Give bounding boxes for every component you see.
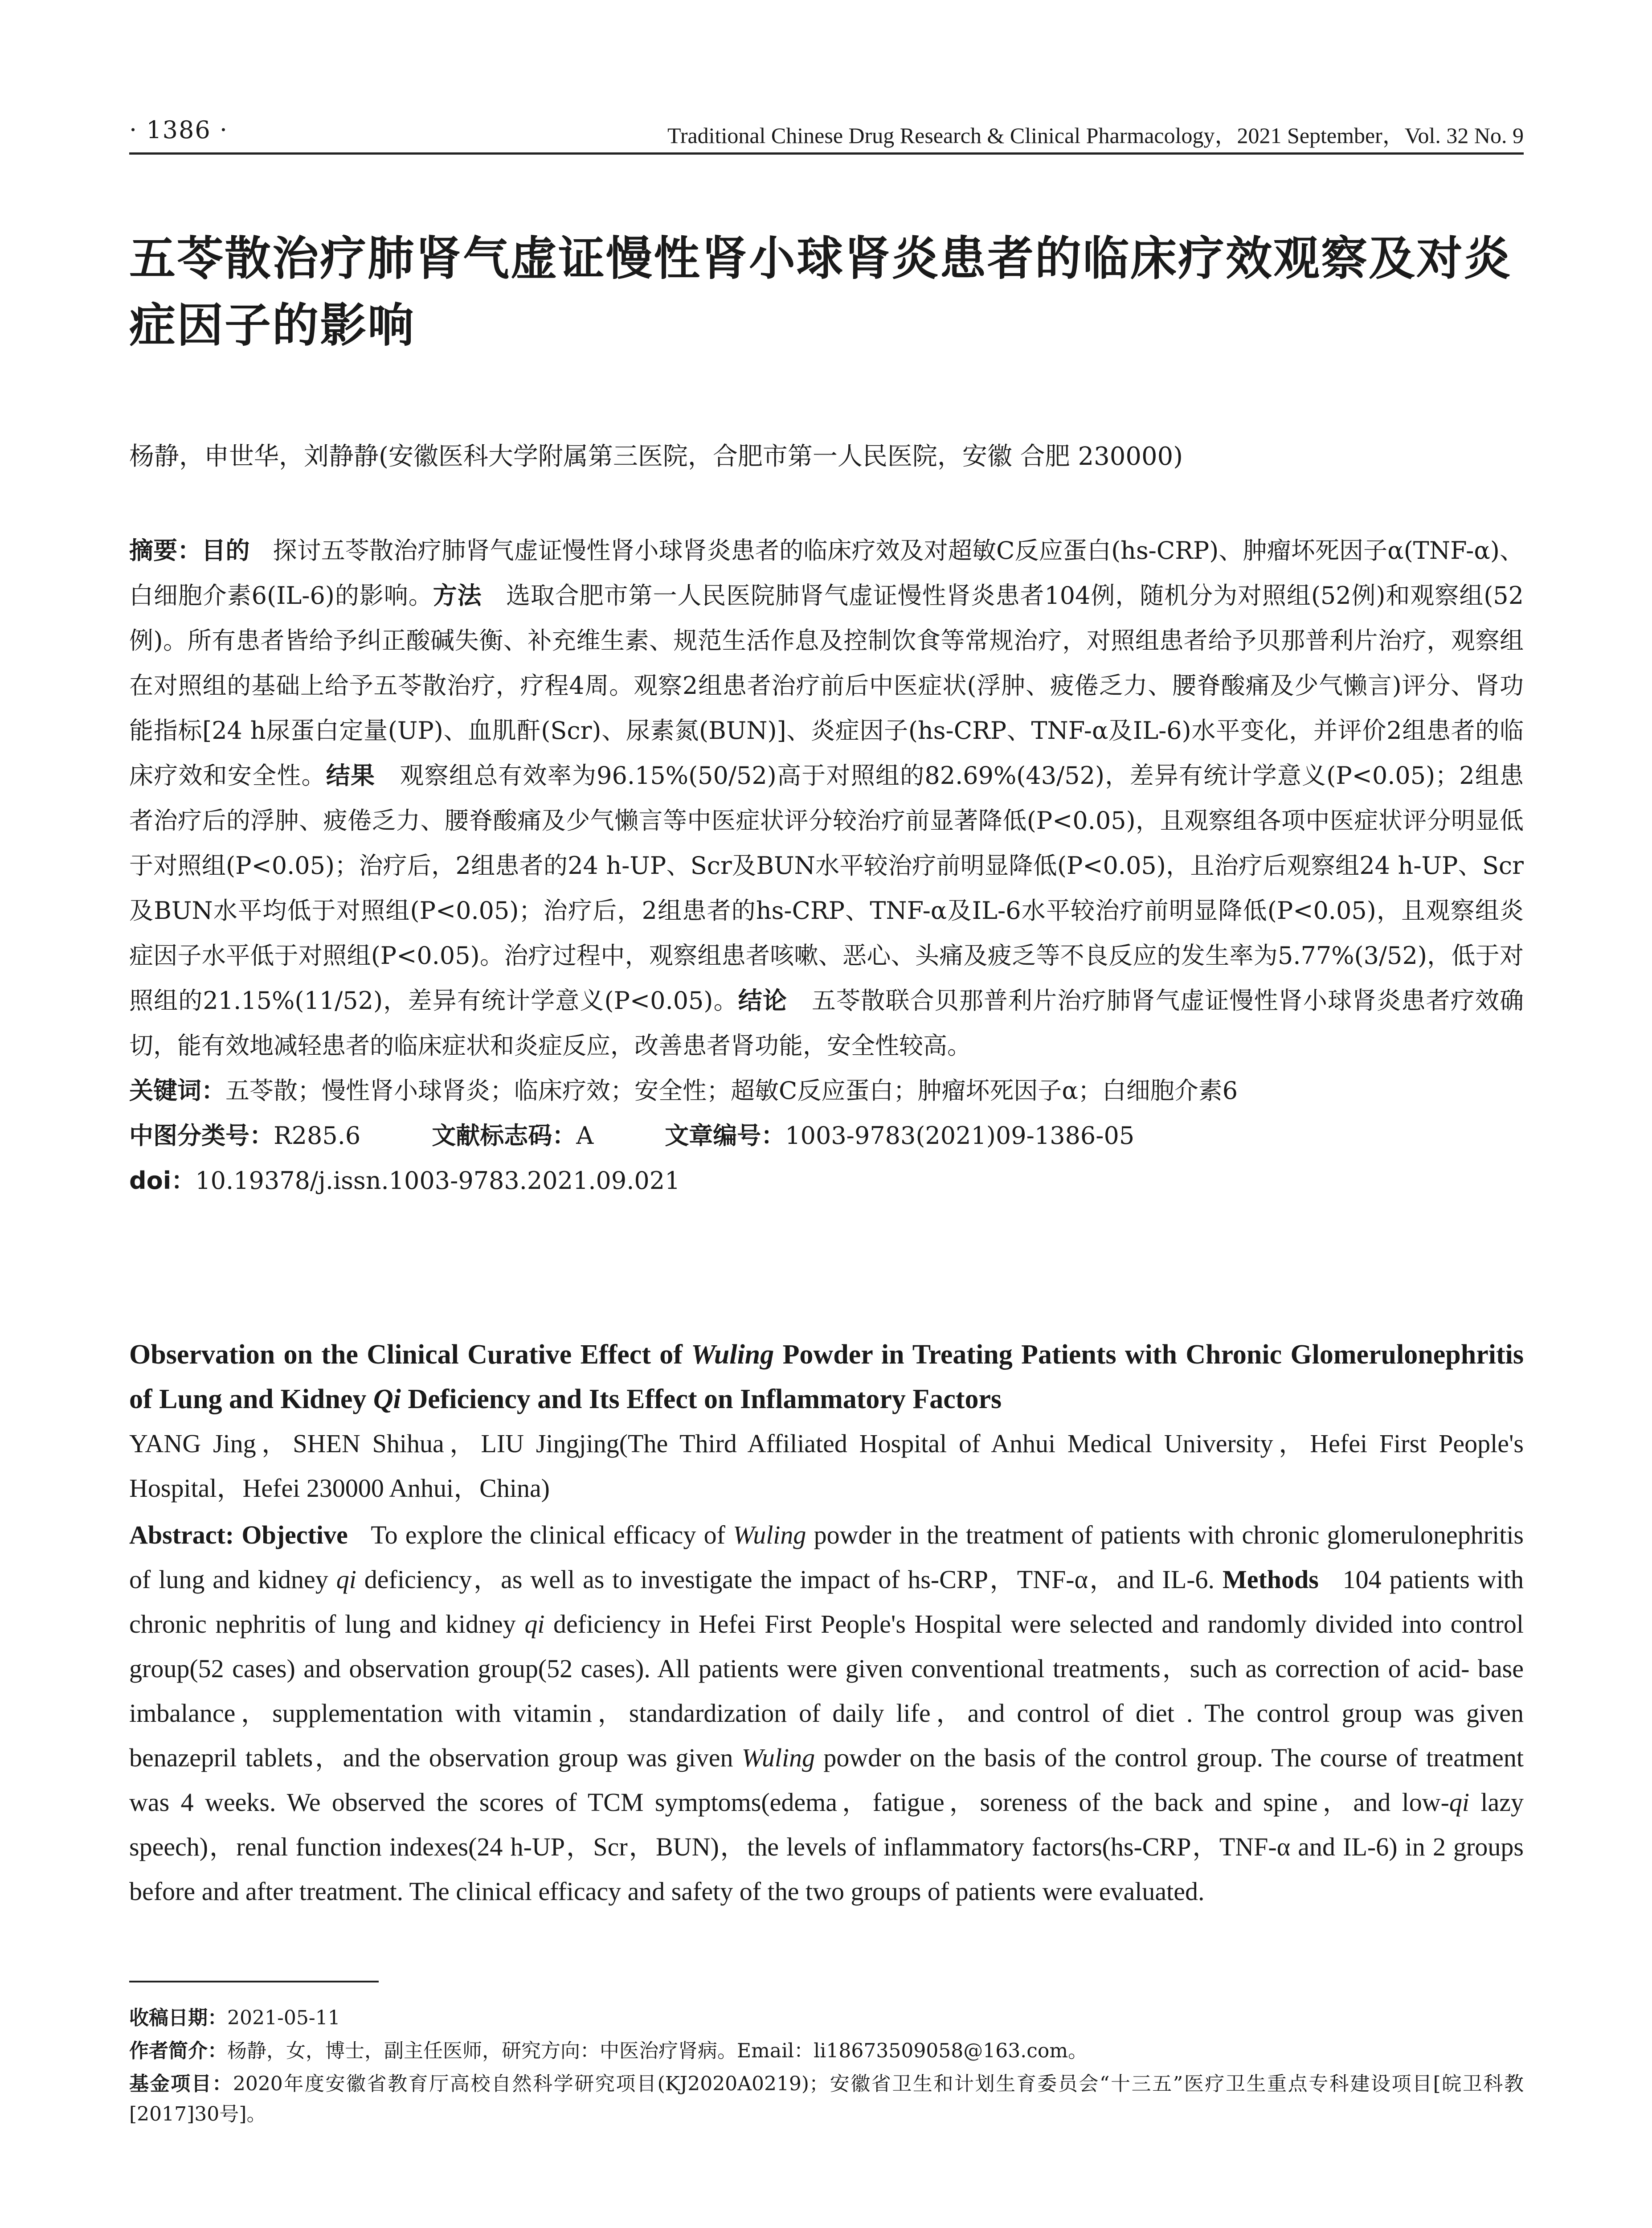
- keywords-cn-text: 五苓散；慢性肾小球肾炎；临床疗效；安全性；超敏C反应蛋白；肿瘤坏死因子α；白细胞介素6: [225, 1077, 1238, 1105]
- abstract-en-label: Abstract:: [129, 1520, 234, 1549]
- keywords-cn: [129, 1068, 1524, 1113]
- clc-label: 中图分类号：: [129, 1122, 274, 1150]
- objective-cn-text: 探讨五苓散治疗肺肾气虚证慢性肾小球肾炎患者的临床疗效及对超敏C反应蛋白(hs-CRP)、肿瘤坏死因子α(TNF-α)、白细胞介素6(IL-6)的影响。: [129, 537, 1524, 610]
- title-en-part1: Observation on the Clinical Curative Effect of: [129, 1339, 691, 1370]
- objective-en-text-a: To explore the clinical efficacy of: [371, 1520, 733, 1549]
- fund-text: 2020年度安徽省教育厅高校自然科学研究项目(KJ2020A0219)；安徽省卫生和计划生育委员会“十三五”医疗卫生重点专科建设项目[皖卫科教[2017]30号]。: [129, 2072, 1524, 2126]
- article-no-value: 1003-9783(2021)09-1386-05: [785, 1122, 1135, 1150]
- doi-value[interactable]: 10.19378/j.issn.1003-9783.2021.09.021: [195, 1167, 680, 1195]
- authors-en: YANG Jing，SHEN Shihua，LIU Jingjing(The Third Affiliated Hospital of Anhui Medical University，Hefei First People's Hospital，Hefei 230000 Anhui，China): [129, 1429, 1524, 1503]
- methods-en-qi: qi: [524, 1610, 545, 1638]
- abstract-cn-label: 摘要：: [129, 537, 202, 565]
- methods-en-text-c: powder on the basis of the control group. The course of treatment was 4 weeks. We observed the scores of TCM symptoms(edema，fatigue，soreness of the back and spine，and low-: [129, 1743, 1524, 1817]
- objective-cn-label: 目的: [201, 537, 250, 565]
- page-number: · 1386 ·: [129, 116, 229, 144]
- abstract-cn-block: [129, 528, 1524, 1203]
- fund-info: [129, 2069, 1524, 2130]
- results-cn-text: 观察组总有效率为96.15%(50/52)高于对照组的82.69%(43/52)，差异有统计学意义(P<0.05)；2组患者治疗后的浮肿、疲倦乏力、腰脊酸痛及少气懒言等中医症状评分较治疗前显著降低(P<0.05)，且观察组各项中医症状评分明显低于对照组(P<0.05)；治疗后，2组患者的24 h-UP、Scr及BUN水平较治疗前明显降低(P<0.05)，且治疗后观察组24 h-UP、Scr及BUN水平均低于对照组(P<0.05)；治疗后，2组患者的hs-CRP、TNF-α及IL-6水平较治疗前明显降低(P<0.05)，且观察组炎症因子水平低于对照组(P<0.05)。治疗过程中，观察组患者咳嗽、恶心、头痛及疲乏等不良反应的发生率为5.77%(3/52)，低于对照组的21.15%(11/52)，差异有统计学意义(P<0.05)。: [129, 762, 1524, 1015]
- paper-title-en: [129, 1332, 1524, 1421]
- conclusion-cn-text: 五苓散联合贝那普利片治疗肺肾气虚证慢性肾小球肾炎患者疗效确切，能有效地减轻患者的临床症状和炎症反应，改善患者肾功能，安全性较高。: [129, 987, 1524, 1060]
- footnote-rule: [129, 1981, 379, 1982]
- objective-en-label: Objective: [241, 1520, 348, 1549]
- title-en-part2: Powder in Treating Patients with Chronic Glomerulonephritis of Lung and Kidney: [129, 1339, 1524, 1414]
- authors-cn: 杨静，申世华，刘静静(安徽医科大学附属第三医院，合肥市第一人民医院，安徽 合肥 230000): [129, 442, 1183, 471]
- doc-code-label: 文献标志码：: [432, 1122, 577, 1150]
- doi-label: doi：: [129, 1167, 196, 1195]
- doc-code-value: A: [576, 1122, 594, 1150]
- running-header: [129, 111, 1524, 155]
- received-label: 收稿日期：: [129, 2007, 227, 2029]
- methods-en-text-a: 104 patients with chronic nephritis of lung and kidney: [129, 1565, 1524, 1638]
- clc-value: R285.6: [274, 1122, 361, 1150]
- journal-citation: Traditional Chinese Drug Research & Clinical Pharmacology，2021 September，Vol. 32 No. 9: [667, 123, 1524, 148]
- received-date: [129, 2003, 1524, 2033]
- title-en-part3: Deficiency and Its Effect on Inflammatory Factors: [401, 1384, 1002, 1414]
- objective-en-text-c: deficiency，as well as to investigate the impact of hs-CRP，TNF-α，and IL-6.: [356, 1565, 1215, 1594]
- methods-cn-text: 选取合肥市第一人民医院肺肾气虚证慢性肾炎患者104例，随机分为对照组(52例)和观察组(52例)。所有患者皆给予纠正酸碱失衡、补充维生素、规范生活作息及控制饮食等常规治疗，对照组患者给予贝那普利片治疗，观察组在对照组的基础上给予五苓散治疗，疗程4周。观察2组患者治疗前后中医症状(浮肿、疲倦乏力、腰脊酸痛及少气懒言)评分、肾功能指标[24 h尿蛋白定量(UP)、血肌酐(Scr)、尿素氮(BUN)]、炎症因子(hs-CRP、TNF-α及IL-6)水平变化，并评价2组患者的临床疗效和安全性。: [129, 582, 1524, 790]
- paper-title-cn: 五苓散治疗肺肾气虚证慢性肾小球肾炎患者的临床疗效观察及对炎症因子的影响: [129, 231, 1512, 352]
- title-en-qi: Qi: [373, 1384, 401, 1414]
- conclusion-cn-label: 结论: [738, 987, 788, 1015]
- abstract-en: [129, 1513, 1524, 1914]
- doi-line: [129, 1158, 1524, 1203]
- methods-en-qi-2: qi: [1449, 1788, 1470, 1817]
- keywords-cn-label: 关键词：: [129, 1077, 225, 1105]
- received-value: 2021-05-11: [227, 2007, 340, 2029]
- methods-en-text-b: deficiency in Hefei First People's Hospital were selected and randomly divided into control group(52 cases) and observation group(52 cases). All patients were given conventional treatments，such as correction of acid- base imbalance，supplementation with vitamin，standardization of daily life，and control of diet . The control group was given benazepril tablets，and the observation group was given: [129, 1610, 1524, 1772]
- objective-en-wuling: Wuling: [733, 1520, 806, 1549]
- results-cn-label: 结果: [326, 762, 376, 790]
- footnotes: [129, 2003, 1524, 2132]
- methods-en-text-d: lazy speech)，renal function indexes(24 h-UP，Scr，BUN)，the levels of inflammatory factors(hs-CRP，TNF-α and IL-6) in 2 groups before and after treatment. The clinical efficacy and safety of the two groups of patients were evaluated.: [129, 1788, 1524, 1906]
- article-no-label: 文章编号：: [665, 1122, 785, 1150]
- author-bio-text: 杨静，女，博士，副主任医师，研究方向：中医治疗肾病。Email：li18673509058@163.com。: [227, 2040, 1088, 2062]
- methods-cn-label: 方法: [433, 582, 482, 610]
- author-bio-label: 作者简介：: [129, 2040, 227, 2062]
- title-en-wuling: Wuling: [691, 1339, 774, 1370]
- objective-en-text-b: powder in the treatment of patients with chronic glomerulonephritis of lung and kidney: [129, 1520, 1524, 1594]
- classification-line: [129, 1113, 1524, 1158]
- author-bio: [129, 2036, 1524, 2066]
- methods-en-label: Methods: [1222, 1565, 1319, 1594]
- abstract-cn: [129, 528, 1524, 1068]
- methods-en-wuling: Wuling: [741, 1743, 815, 1772]
- fund-label: 基金项目：: [129, 2072, 233, 2095]
- objective-en-qi: qi: [336, 1565, 356, 1594]
